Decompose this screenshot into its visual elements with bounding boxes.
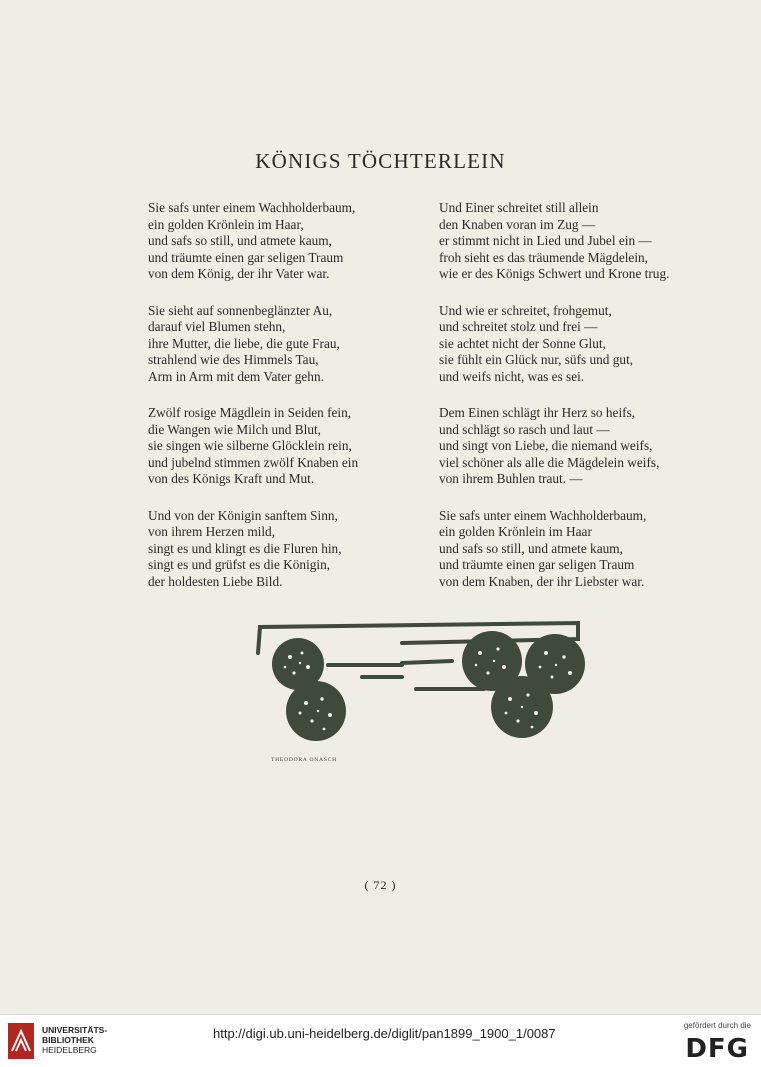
footer-bar <box>0 1014 761 1067</box>
poem-line: ein golden Krönlein im Haar <box>439 524 592 539</box>
poem-line: der holdesten Liebe Bild. <box>148 573 283 589</box>
tree-illustration <box>252 617 592 752</box>
poem-line: und weifs nicht, was es sei. <box>439 368 585 384</box>
poem-line: singt es und klingt es die Fluren hin, <box>148 540 342 556</box>
poem-line: und jubelnd stimmen zwölf Knaben ein <box>148 454 359 470</box>
poem-line: und schlägt so rasch und laut — <box>439 421 610 437</box>
artist-signature: THEODORA ONASCH <box>271 757 337 763</box>
stanza <box>439 200 739 283</box>
poem-line: den Knaben voran im Zug — <box>439 216 596 232</box>
stanza <box>148 508 448 591</box>
right-column <box>439 200 739 610</box>
poem-line: sie achtet nicht der Sonne Glut, <box>439 335 606 351</box>
poem-line: von ihrem Buhlen traut. — <box>439 471 583 486</box>
poem-title: KÖNIGS TÖCHTERLEIN <box>255 149 506 173</box>
poem-line: von dem König, der ihr Vater war. <box>148 266 330 281</box>
poem-line: und träumte einen gar seligen Traum <box>439 557 635 572</box>
left-column <box>148 200 448 610</box>
poem-line: singt es und grüfst es die Königin, <box>148 557 331 572</box>
funded-by-label: gefördert durch die <box>683 1021 751 1030</box>
poem-line: ihre Mutter, die liebe, die gute Frau, <box>148 335 340 351</box>
poem-line: strahlend wie des Himmels Tau, <box>148 352 319 367</box>
poem-line: Sie sieht auf sonnenbeglänzter Au, <box>148 302 333 318</box>
library-name: UNIVERSITÄTS- BIBLIOTHEK HEIDELBERG <box>42 1025 108 1055</box>
poem-line: Zwölf rosige Mägdlein in Seiden fein, <box>148 405 352 420</box>
poem-line: von dem Knaben, der ihr Liebster war. <box>439 573 645 589</box>
poem-line: Sie safs unter einem Wachholderbaum, <box>148 200 356 215</box>
poem-line: Und Einer schreitet still allein <box>439 200 599 215</box>
poem-line: sie singen wie silberne Glöcklein rein, <box>148 438 352 453</box>
permalink-url[interactable]: http://digi.ub.uni-heidelberg.de/diglit/pan1899_1900_1/0087 <box>213 1026 556 1041</box>
poem-line: Dem Einen schlägt ihr Herz so heifs, <box>439 405 636 420</box>
poem-line: Und wie er schreitet, frohgemut, <box>439 302 612 318</box>
page-number: ( 72 ) <box>364 878 397 892</box>
stanza <box>148 200 448 283</box>
dfg-logo: DFG <box>685 1034 749 1064</box>
stanza <box>148 303 448 386</box>
poem-line: von des Königs Kraft und Mut. <box>148 471 315 486</box>
poem-line: ein golden Krönlein im Haar, <box>148 216 304 232</box>
poem-line: von ihrem Herzen mild, <box>148 524 276 539</box>
poem-line: er stimmt nicht in Lied und Jubel ein — <box>439 233 652 248</box>
stanza <box>439 508 739 591</box>
poem-line: und schreitet stolz und frei — <box>439 319 598 334</box>
poem-line: die Wangen wie Milch und Blut, <box>148 421 321 437</box>
poem-line: wie er des Königs Schwert und Krone trug. <box>439 266 670 281</box>
poem-line: Sie safs unter einem Wachholderbaum, <box>439 507 647 523</box>
stanza <box>148 405 448 488</box>
library-logo-icon <box>8 1023 34 1059</box>
poem-line: und safs so still, und atmete kaum, <box>148 233 332 248</box>
poem-line: froh sieht es das träumende Mägdelein, <box>439 249 648 265</box>
poem-line: darauf viel Blumen stehn, <box>148 319 286 334</box>
poem-line: und träumte einen gar seligen Traum <box>148 249 344 265</box>
poem-line: sie fühlt ein Glück nur, süfs und gut, <box>439 352 634 367</box>
stanza <box>439 405 739 488</box>
poem-line: Und von der Königin sanftem Sinn, <box>148 507 338 523</box>
stanza <box>439 303 739 386</box>
poem-line: Arm in Arm mit dem Vater gehn. <box>148 368 324 384</box>
poem-line: und safs so still, und atmete kaum, <box>439 540 623 556</box>
poem-line: und singt von Liebe, die niemand weifs, <box>439 438 653 453</box>
poem-line: viel schöner als alle die Mägdelein weifs, <box>439 454 660 470</box>
